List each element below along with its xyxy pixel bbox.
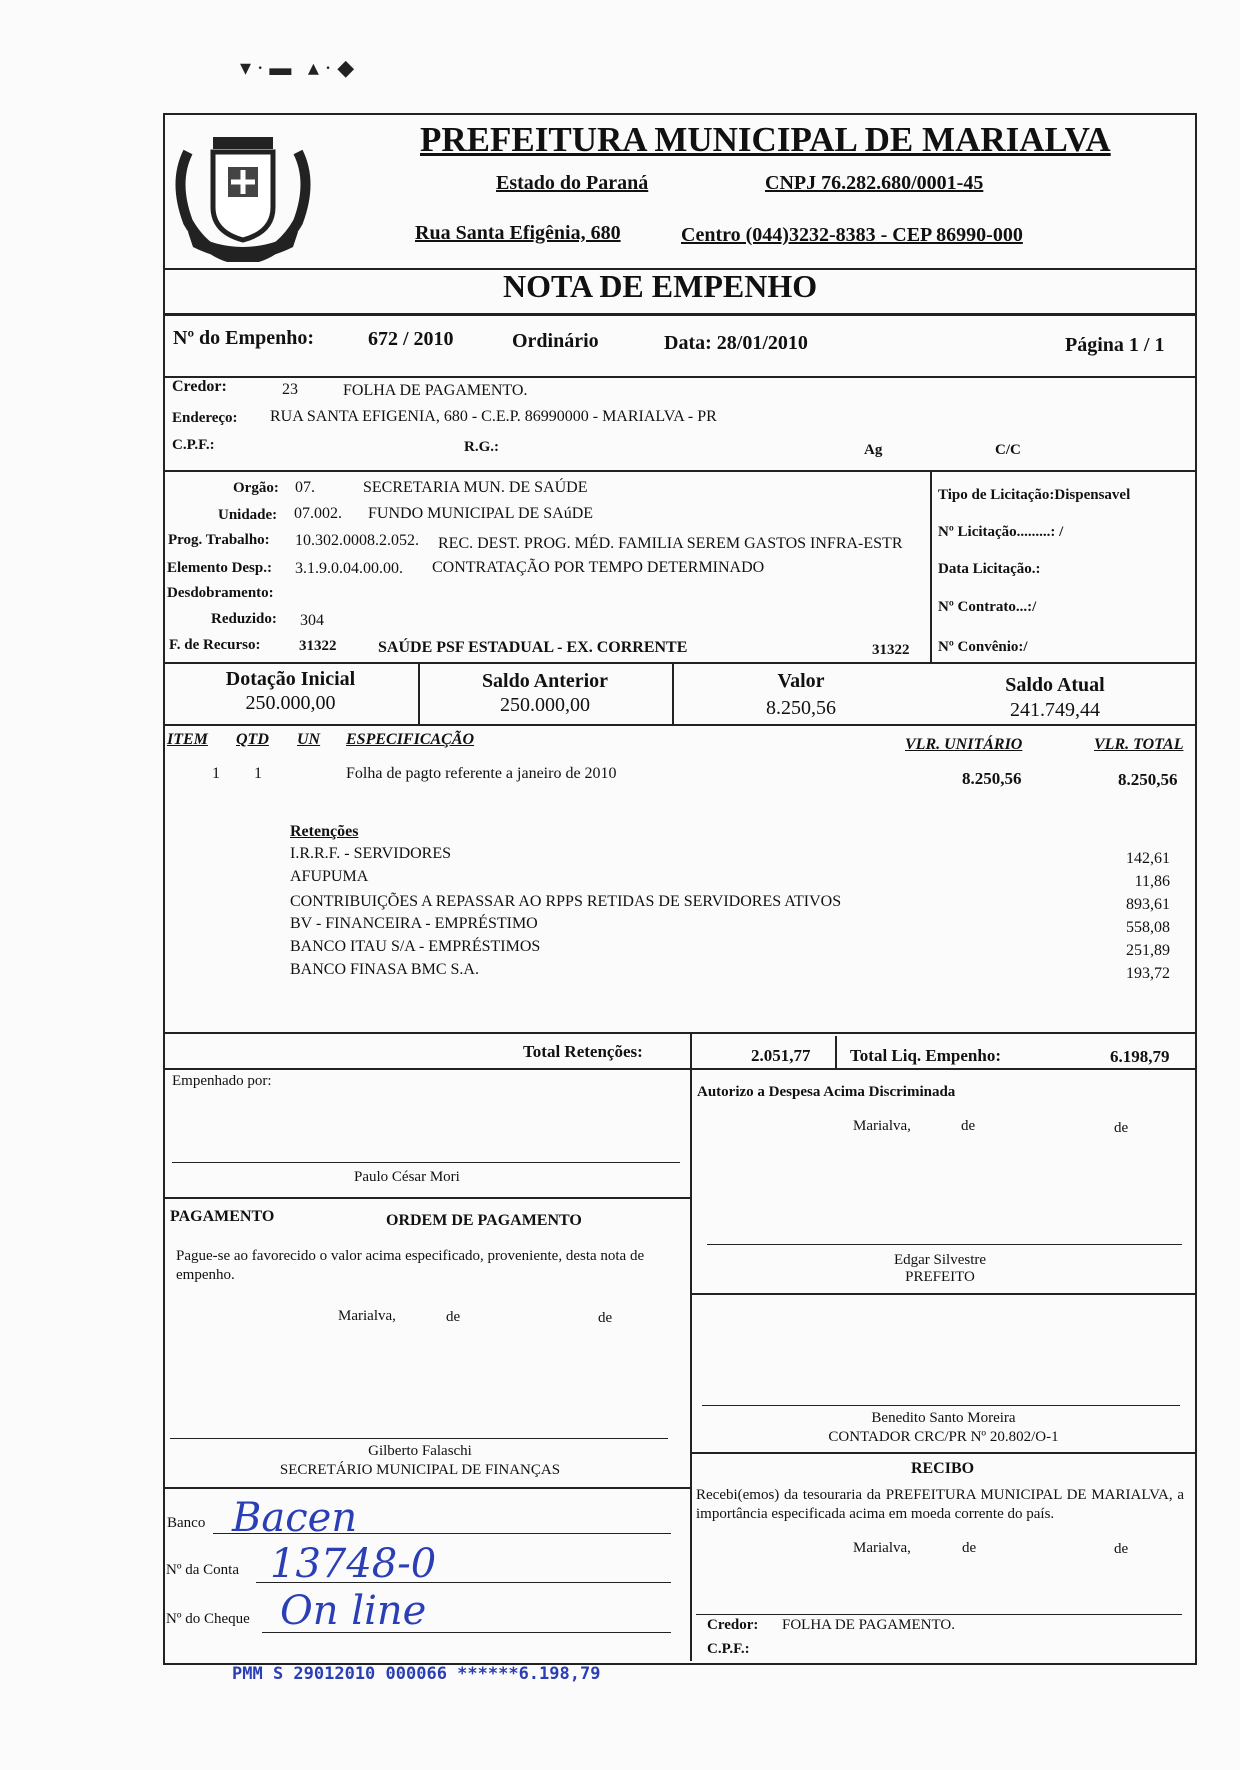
- retencao-value: 251,89: [1126, 942, 1170, 959]
- cheque-handwritten: On line: [280, 1588, 427, 1634]
- signature-line: [172, 1162, 680, 1163]
- divider: [163, 1032, 1195, 1034]
- ordem-pagamento: ORDEM DE PAGAMENTO: [386, 1212, 582, 1229]
- data-licitacao: Data Licitação.:: [938, 561, 1041, 577]
- divider: [690, 1068, 692, 1661]
- numero-licitacao: Nº Licitação.........: /: [938, 524, 1064, 540]
- empenho-type: Ordinário: [512, 330, 599, 352]
- col-especificacao: ESPECIFICAÇÃO: [346, 731, 475, 748]
- credor-code: 23: [282, 381, 298, 398]
- retencao-name: BV - FINANCEIRA - EMPRÉSTIMO: [290, 915, 538, 932]
- col-un: UN: [297, 731, 321, 748]
- item-vlr-unitario: 8.250,56: [962, 769, 1022, 788]
- total-liquido-label: Total Liq. Empenho:: [850, 1046, 1001, 1065]
- pagamento-de-1: de: [446, 1309, 461, 1325]
- pagamento-sig-name: Gilberto Falaschi: [368, 1443, 472, 1459]
- prog-name: REC. DEST. PROG. MÉD. FAMILIA SEREM GASTOS INFRA-ESTR: [438, 535, 903, 552]
- empenhado-label: Empenhado por:: [172, 1073, 272, 1089]
- conta-handwritten: 13748-0: [270, 1541, 437, 1587]
- retencao-value: 893,61: [1126, 896, 1170, 913]
- divider: [163, 470, 1195, 472]
- recibo-de-2: de: [1114, 1541, 1129, 1557]
- prog-code: 10.302.0008.2.052.: [295, 532, 419, 549]
- item-especificacao: Folha de pagto referente a janeiro de 2010: [346, 765, 617, 782]
- credor-label: Credor:: [172, 378, 227, 395]
- desdobramento-label: Desdobramento:: [167, 585, 274, 601]
- item-vlr-total: 8.250,56: [1118, 770, 1178, 789]
- recurso-label: F. de Recurso:: [169, 637, 261, 653]
- empenho-number: 672 / 2010: [368, 328, 454, 350]
- autorizo-de-2: de: [1114, 1120, 1129, 1136]
- divider: [690, 1032, 692, 1068]
- unidade-label: Unidade:: [218, 507, 278, 523]
- empenho-number-label: Nº do Empenho:: [173, 327, 315, 349]
- recurso-name: SAÚDE PSF ESTADUAL - EX. CORRENTE: [378, 639, 688, 656]
- empenho-date: Data: 28/01/2010: [664, 332, 808, 354]
- autorizo-label: Autorizo a Despesa Acima Discriminada: [697, 1084, 956, 1100]
- banco-handwritten: Bacen: [232, 1495, 358, 1541]
- recibo-text: Recebi(emos) da tesouraria da PREFEITURA MUNICIPAL DE MARIALVA, a importância especificada acima em moeda corrente do país.: [696, 1487, 1184, 1522]
- col-vlr-unitario: VLR. UNITÁRIO: [905, 736, 1023, 753]
- autorizo-city: Marialva,: [853, 1118, 911, 1134]
- retencao-name: BANCO FINASA BMC S.A.: [290, 961, 479, 978]
- rg-label: R.G.:: [464, 439, 499, 455]
- cnpj: CNPJ 76.282.680/0001-45: [765, 172, 984, 194]
- dotacao-value: 250.000,00: [245, 692, 336, 714]
- reduzido-label: Reduzido:: [211, 611, 277, 627]
- page-title: PREFEITURA MUNICIPAL DE MARIALVA: [420, 120, 1111, 159]
- retencao-value: 11,86: [1134, 873, 1170, 890]
- doc-title: NOTA DE EMPENHO: [503, 268, 818, 304]
- cheque-line: [262, 1632, 671, 1633]
- cheque-label: Nº do Cheque: [166, 1611, 250, 1627]
- pagamento-text: Pague-se ao favorecido o valor acima especificado, proveniente, desta nota de empenho.: [176, 1248, 645, 1283]
- recibo-title: RECIBO: [910, 1460, 975, 1477]
- divider: [163, 724, 1195, 726]
- col-item: ITEM: [167, 731, 208, 748]
- unidade-name: FUNDO MUNICIPAL DE SAúDE: [368, 505, 594, 522]
- retencoes-title: Retenções: [290, 823, 359, 840]
- ag-label: Ag: [864, 442, 883, 458]
- contador-name: Benedito Santo Moreira: [871, 1410, 1016, 1426]
- recurso-code-2: 31322: [872, 642, 910, 658]
- reduzido-value: 304: [300, 612, 324, 629]
- retencao-name: AFUPUMA: [290, 868, 369, 885]
- recibo-credor: FOLHA DE PAGAMENTO.: [782, 1617, 955, 1633]
- orgao-code: 07.: [295, 479, 315, 496]
- recibo-city: Marialva,: [853, 1540, 911, 1556]
- autorizo-de-1: de: [961, 1118, 976, 1134]
- divider: [163, 1068, 1195, 1070]
- item-qtd: 1: [254, 765, 262, 782]
- banco-line: [213, 1533, 671, 1534]
- endereco: RUA SANTA EFIGENIA, 680 - C.E.P. 86990000 - MARIALVA - PR: [270, 408, 717, 425]
- contador-role: CONTADOR CRC/PR Nº 20.802/O-1: [828, 1429, 1059, 1445]
- municipal-coat-of-arms-icon: [168, 112, 318, 262]
- divider: [690, 1452, 1195, 1454]
- retencao-name: BANCO ITAU S/A - EMPRÉSTIMOS: [290, 938, 541, 955]
- prog-label: Prog. Trabalho:: [168, 532, 270, 548]
- state-name: Estado do Paraná: [496, 172, 649, 194]
- pagamento-sig-role: SECRETÁRIO MUNICIPAL DE FINANÇAS: [279, 1462, 561, 1478]
- divider: [163, 662, 1195, 664]
- autorizo-sig-role: PREFEITO: [905, 1269, 975, 1285]
- retencao-value: 193,72: [1126, 965, 1170, 982]
- total-retencoes-value: 2.051,77: [751, 1046, 811, 1065]
- recibo-cpf-label: C.P.F.:: [707, 1641, 750, 1657]
- divider: [690, 1293, 1195, 1295]
- page-number: Página 1 / 1: [1065, 334, 1165, 356]
- divider: [163, 313, 1195, 316]
- signature-line: [702, 1405, 1180, 1406]
- contact-info: Centro (044)3232-8383 - CEP 86990-000: [681, 224, 1023, 246]
- saldo-anterior-label: Saldo Anterior: [481, 670, 609, 692]
- cpf-label: C.P.F.:: [172, 437, 215, 453]
- signature-line: [707, 1244, 1182, 1245]
- numero-convenio: Nº Convênio:/: [938, 639, 1028, 655]
- divider: [930, 470, 932, 664]
- cc-label: C/C: [995, 442, 1021, 458]
- pagamento-city: Marialva,: [338, 1308, 396, 1324]
- empenhado-name: Paulo César Mori: [354, 1169, 460, 1185]
- retencao-value: 558,08: [1126, 919, 1170, 936]
- numero-contrato: Nº Contrato...:/: [938, 599, 1037, 615]
- credor-name: FOLHA DE PAGAMENTO.: [343, 382, 528, 399]
- elemento-code: 3.1.9.0.04.00.00.: [295, 560, 403, 577]
- banco-label: Banco: [167, 1515, 206, 1531]
- conta-label: Nº da Conta: [166, 1562, 239, 1578]
- divider: [163, 1197, 690, 1199]
- elemento-name: CONTRATAÇÃO POR TEMPO DETERMINADO: [432, 559, 765, 576]
- item-number: 1: [212, 765, 220, 782]
- valor-label: Valor: [777, 670, 825, 692]
- saldo-atual-value: 241.749,44: [1010, 699, 1100, 721]
- pagamento-label: PAGAMENTO: [170, 1208, 275, 1225]
- saldo-anterior-value: 250.000,00: [500, 694, 590, 716]
- orgao-name: SECRETARIA MUN. DE SAÚDE: [363, 479, 588, 496]
- divider: [835, 1036, 837, 1068]
- autorizo-sig-name: Edgar Silvestre: [893, 1252, 987, 1268]
- col-vlr-total: VLR. TOTAL: [1094, 736, 1184, 753]
- dotacao-label: Dotação Inicial: [225, 668, 356, 690]
- recibo-credor-label: Credor:: [707, 1617, 759, 1633]
- total-retencoes-label: Total Retenções:: [523, 1042, 643, 1061]
- tipo-licitacao: Tipo de Licitação:Dispensavel: [938, 487, 1131, 503]
- valor-value: 8.250,56: [766, 697, 836, 719]
- total-liquido-value: 6.198,79: [1110, 1047, 1170, 1066]
- retencao-name: I.R.R.F. - SERVIDORES: [290, 845, 452, 862]
- divider: [163, 376, 1195, 378]
- endereco-label: Endereço:: [172, 410, 238, 426]
- elemento-label: Elemento Desp.:: [167, 560, 272, 576]
- conta-line: [256, 1582, 671, 1583]
- orgao-label: Orgão:: [233, 480, 279, 496]
- signature-line: [170, 1438, 668, 1439]
- recurso-code: 31322: [299, 638, 337, 654]
- divider: [163, 1487, 690, 1489]
- saldo-atual-label: Saldo Atual: [1005, 674, 1105, 696]
- unidade-code: 07.002.: [294, 505, 342, 522]
- footer-stamp: PMM S 29012010 000066 ******6.198,79: [232, 1664, 601, 1684]
- recibo-de-1: de: [962, 1540, 977, 1556]
- retencao-value: 142,61: [1126, 850, 1170, 867]
- address: Rua Santa Efigênia, 680: [415, 222, 621, 244]
- scan-marks: ▾ · ▬ ▴ · ◆: [240, 55, 355, 80]
- retencao-name: CONTRIBUIÇÕES A REPASSAR AO RPPS RETIDAS DE SERVIDORES ATIVOS: [290, 893, 842, 910]
- signature-line: [696, 1614, 1182, 1615]
- col-qtd: QTD: [236, 731, 269, 748]
- pagamento-de-2: de: [598, 1310, 613, 1326]
